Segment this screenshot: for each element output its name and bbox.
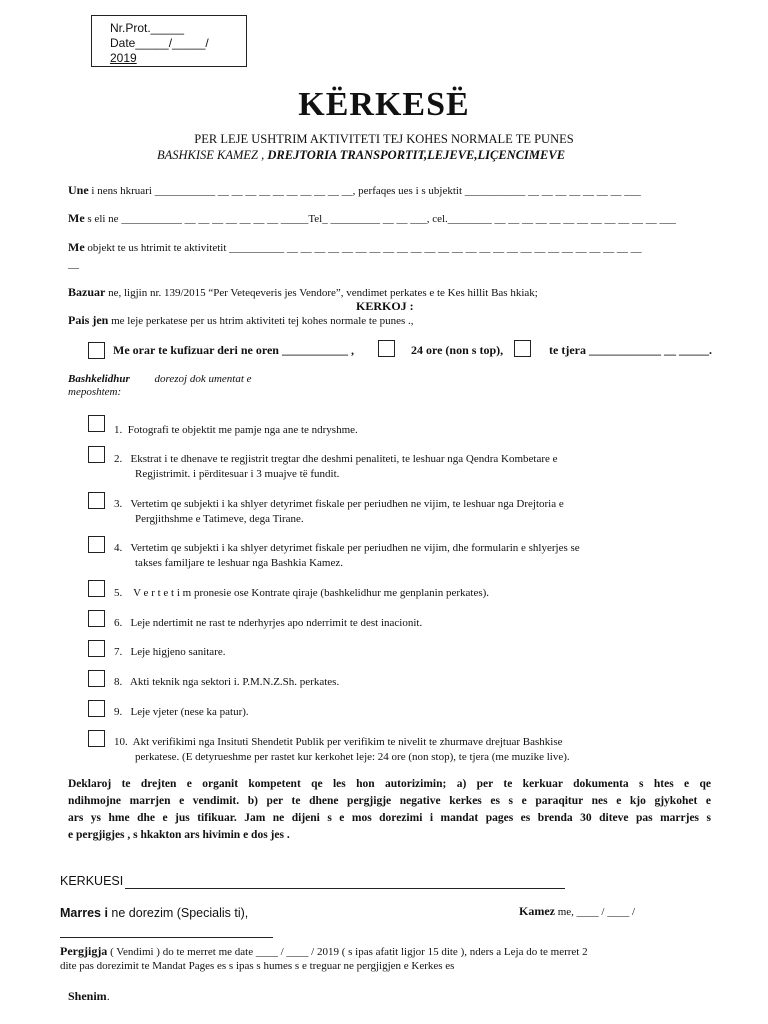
une-text: i nens hkruari ___________ __ __ __ __ __ __ __ __ __ __, perfaqes ues i s ubjektit ___________ __ __ __ __ __ __ __ ___: [88, 185, 641, 197]
item-number: 9.: [114, 706, 123, 718]
item-5: [114, 585, 489, 601]
item-7-checkbox[interactable]: [88, 640, 105, 657]
pergjigja-label: Pergjigja: [60, 944, 108, 958]
protocol-box: [91, 15, 247, 67]
protocol-number: Nr.Prot._____: [110, 21, 185, 35]
declaration-line-1: Deklaroj te drejten e organit kompetent qe les hon autorizimin; a) per te kerkuar dokumenta s htes e qe: [68, 778, 711, 790]
item-text: V e r t e t i m pronesie ose Kontrate qiraje (bashkelidhur me genplanin perkates).: [133, 587, 490, 599]
note-line: [68, 989, 110, 1004]
item-number: 6.: [114, 617, 123, 629]
paisjen-label: Pais jen: [68, 313, 109, 327]
item-text: Leje ndertimit ne rast te nderhyrjes apo nderrimit te dest inacionit.: [130, 617, 423, 629]
kamez-label: Kamez: [519, 904, 555, 918]
item-3-continuation: Pergjithshme e Tatimeve, dega Tirane.: [135, 513, 304, 525]
option-limited-hours-label: Me orar te kufizuar deri ne oren ___________ ,: [113, 343, 354, 357]
activity-object-line: [68, 240, 642, 255]
declaration-line-3: ars ys hme dhe e jus tifikuar. Jam ne dijeni s e mos dorezimi i mandat pages es brenda 30 diteve pas marrjes s: [68, 812, 711, 824]
attachments-header-bold: Bashkelidhur: [68, 373, 130, 385]
option-nonstop-checkbox[interactable]: [378, 340, 395, 357]
item-text: Leje vjeter (nese ka patur).: [130, 706, 249, 718]
item-number: 3.: [114, 498, 123, 510]
document-authority: [0, 148, 722, 163]
marres-text: ne dorezim (Specialis ti),: [107, 906, 249, 920]
applicant-address-line: [68, 211, 676, 226]
me-object-text: objekt te us htrimit te aktivitetit __________ __ __ __ __ __ __ __ __ __ __ __ __ __ __ __ __ __ __ __ __ __ __ __ __ __ __: [84, 242, 642, 254]
item-text: Leje higjeno sanitare.: [130, 646, 226, 658]
item-9: [114, 704, 249, 720]
kerkuesi-signature-line: [125, 888, 565, 889]
protocol-year: 2019: [110, 51, 137, 65]
item-4: [114, 540, 580, 556]
response-line-1: [60, 944, 588, 959]
item-2-continuation: Regjistrimit. i përditesuar i 3 muajve të fundit.: [135, 468, 340, 480]
attachments-header: [68, 373, 252, 385]
option-other-label: te tjera ____________ __ _____.: [549, 343, 712, 357]
pergjigja-text: ( Vendimi ) do te merret me date ____ / ____ / 2019 ( s ipas afatit ligjor 15 dite ), nders a Leja do te merret 2: [107, 946, 588, 958]
kerkuesi-label: KERKUESI: [60, 874, 124, 888]
declaration-line-2: ndihmojne marrjen e vendimit. b) per te dhene pergjigje negative kerkes es s e paraqitur nes e kjo gjykohet e: [68, 795, 711, 807]
legal-basis-line: [68, 285, 538, 300]
authority-municipality: BASHKISE KAMEZ ,: [156, 148, 265, 162]
receiver-line: [60, 906, 248, 920]
item-text: Vertetim qe subjekti i ka shlyer detyrimet fiskale per periudhen ne vijim, te leshuar nga Drejtoria e: [130, 498, 564, 510]
item-number: 4.: [114, 542, 123, 554]
item-2-checkbox[interactable]: [88, 446, 105, 463]
me-object-label: Me: [68, 240, 85, 254]
shenim-label: Shenim: [68, 989, 107, 1003]
item-1-checkbox[interactable]: [88, 415, 105, 432]
item-text: Ekstrat i te dhenave te regjistrit tregtar dhe deshmi penaliteti, te leshuar nga Qendra Kombetare e: [130, 453, 558, 465]
item-10-checkbox[interactable]: [88, 730, 105, 747]
me-address-text: s eli ne ___________ __ __ __ __ __ __ __ _____Tel_ _________ __ __ ___, cel.________ __ __ __ __ __ __ __ __ __ __ __ __ ___: [84, 213, 677, 225]
item-6-checkbox[interactable]: [88, 610, 105, 627]
item-1: [114, 422, 358, 438]
item-text: Akti teknik nga sektori i. P.M.N.Z.Sh. perkates.: [129, 676, 340, 688]
item-4-continuation: takses familjare te leshuar nga Bashkia Kamez.: [135, 557, 344, 569]
item-2: [114, 451, 558, 467]
item-text: Fotografi te objektit me pamje nga ane te ndryshme.: [127, 424, 358, 436]
item-3: [114, 496, 564, 512]
protocol-date: Date_____/_____/: [110, 36, 209, 50]
item-10: [114, 734, 562, 750]
item-number: 7.: [114, 646, 123, 658]
item-number: 5.: [114, 587, 123, 599]
me-label: Me: [68, 211, 85, 225]
item-5-checkbox[interactable]: [88, 580, 105, 597]
receiver-signature-line: [60, 937, 273, 938]
applicant-name-line: [68, 183, 641, 198]
item-10-continuation: perkatese. (E detyrueshme per rastet kur kerkohet leje: 24 ore (non stop), te tjera (me muzike live).: [135, 751, 570, 763]
document-subtitle: PER LEJE USHTRIM AKTIVITETI TEJ KOHES NORMALE TE PUNES: [194, 132, 574, 146]
item-number: 8.: [114, 676, 123, 688]
kamez-date-line: [519, 904, 635, 919]
item-6: [114, 615, 422, 631]
item-number: 10.: [114, 736, 128, 748]
declaration-line-4: e pergjigjes , s hkakton ars hivimin e dos jes .: [68, 829, 290, 841]
option-other-checkbox[interactable]: [514, 340, 531, 357]
option-limited-hours-checkbox[interactable]: [88, 342, 105, 359]
bazuar-text: ne, ligjin nr. 139/2015 “Per Veteqeveris jes Vendore”, vendimet perkates e te Kes hillit Bas hkiak;: [105, 287, 538, 299]
item-3-checkbox[interactable]: [88, 492, 105, 509]
item-8-checkbox[interactable]: [88, 670, 105, 687]
request-purpose-line: [68, 313, 414, 328]
item-4-checkbox[interactable]: [88, 536, 105, 553]
item-8: [114, 674, 339, 690]
attachments-header-line2: meposhtem:: [68, 386, 122, 398]
option-nonstop-label: 24 ore (non s top),: [411, 343, 504, 357]
marres-label: Marres i: [60, 906, 108, 920]
kerkoj-heading: KERKOJ :: [356, 299, 414, 313]
paisjen-text: me leje perkatese per us htrim aktiviteti tej kohes normale te punes .,: [108, 315, 414, 327]
item-number: 2.: [114, 453, 123, 465]
item-7: [114, 644, 226, 660]
item-text: Vertetim qe subjekti i ka shlyer detyrimet fiskale per periudhen ne vijim, dhe formularin e shlyerjes se: [130, 542, 580, 554]
item-number: 1.: [114, 424, 123, 436]
une-label: Une: [68, 183, 89, 197]
activity-object-continuation: __: [68, 258, 79, 270]
kamez-date: me, ____ / ____ /: [554, 906, 636, 918]
bazuar-label: Bazuar: [68, 285, 106, 299]
attachments-header-rest: dorezoj dok umentat e: [154, 373, 252, 385]
authority-directorate: DREJTORIA TRANSPORTIT,LEJEVE,LIÇENCIMEVE: [267, 148, 566, 162]
item-text: Akt verifikimi nga Insituti Shendetit Publik per verifikim te nivelit te zhurmave drejtuar Bashkise: [132, 736, 563, 748]
shenim-dot: .: [106, 989, 110, 1003]
document-title: KËRKESË: [298, 86, 470, 123]
response-line-2: dite pas dorezimit te Mandat Pages es s ipas s humes s e treguar ne pergjigjen e Kerkes es: [60, 960, 455, 972]
item-9-checkbox[interactable]: [88, 700, 105, 717]
